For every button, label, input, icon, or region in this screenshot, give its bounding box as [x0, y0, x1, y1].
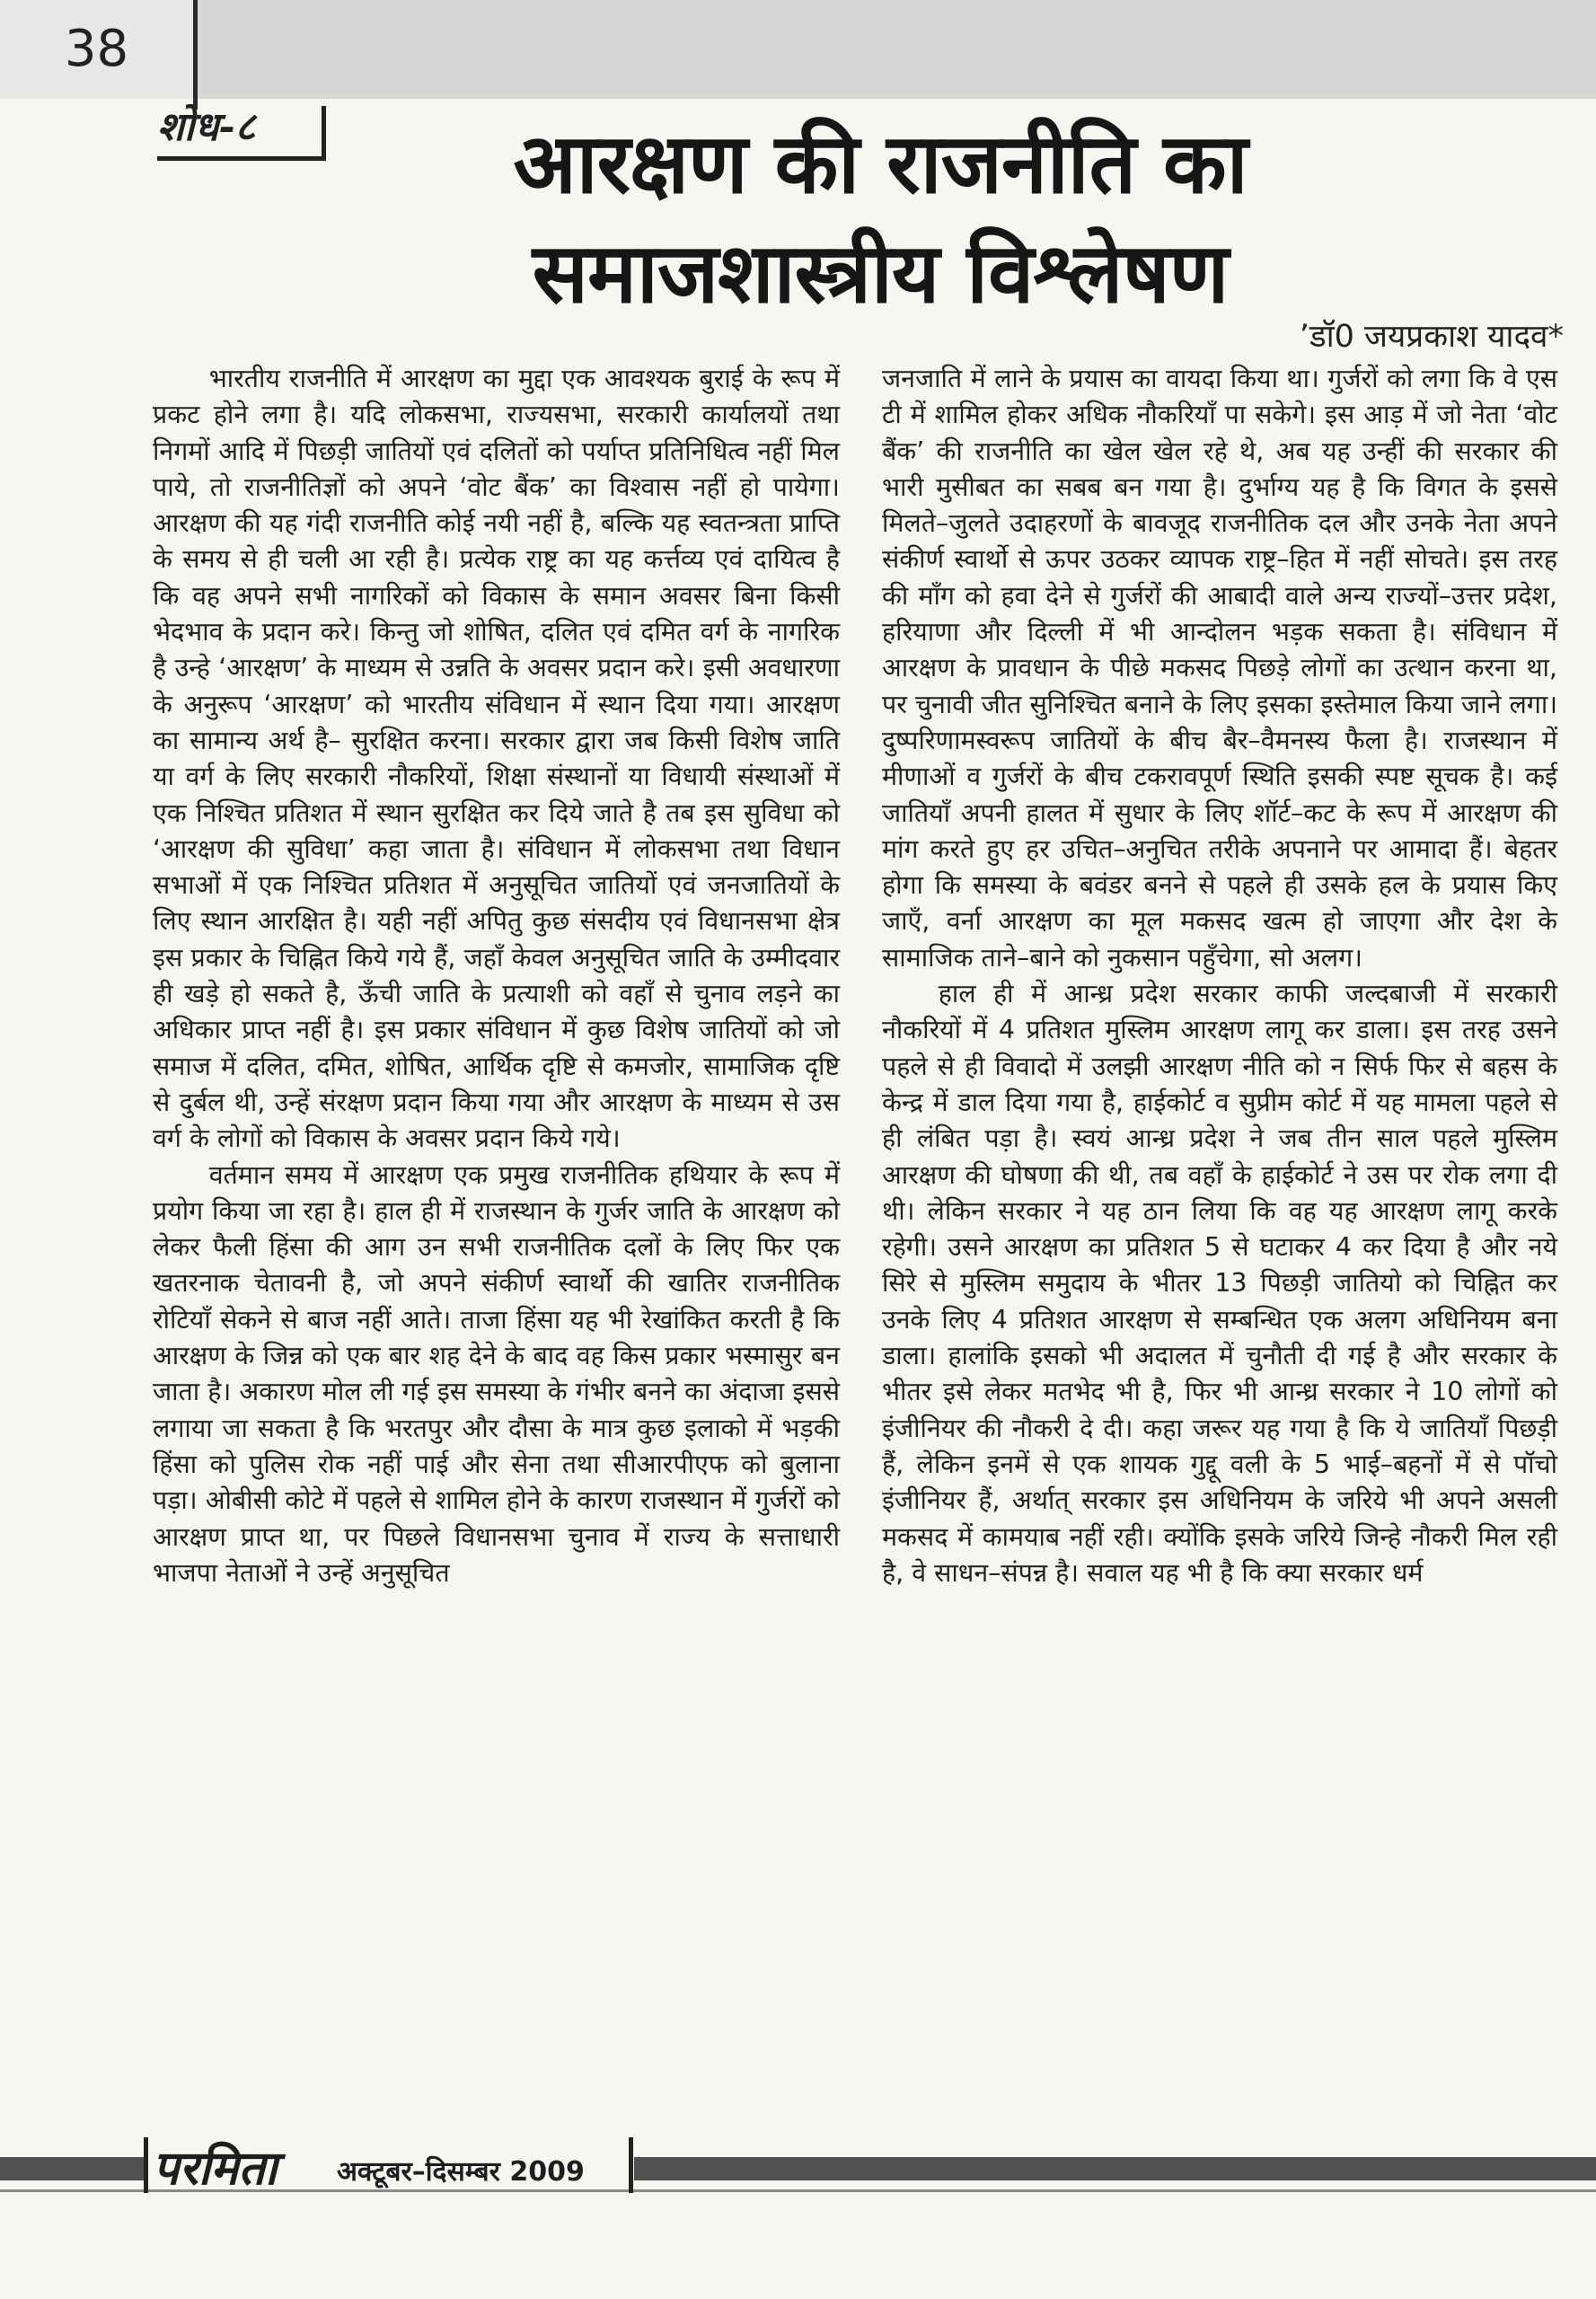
- section-tag-underline: [157, 156, 326, 161]
- article-title-line2: समाजशास्त्रीय विश्लेषण: [532, 225, 1229, 322]
- header-band: [0, 0, 1596, 99]
- footer-band-right: [634, 2157, 1596, 2180]
- article-title-line1: आरक्षण की राजनीति का: [513, 116, 1248, 212]
- footer-divider-right: [629, 2137, 633, 2193]
- footer-divider-left: [144, 2137, 148, 2193]
- paragraph: हाल ही में आन्ध्र प्रदेश सरकार काफी जल्दबाजी में सरकारी नौकरियों में 4 प्रतिशत मुस्लिम आरक्षण लागू कर डाला। इस तरह उसने पहले से ही विवादो में उलझी आरक्षण नीति को न सिर्फ फिर से बहस के केन्द्र में डाल दिया गया है, हाईकोर्ट व सुप्रीम कोर्ट में यह मामला पहले से ही लंबित पड़ा है। स्वयं आन्ध्र प्रदेश ने जब तीन साल पहले मुस्लिम आरक्षण की घोषणा की थी, तब वहाँ के हाईकोर्ट ने उस पर रोक लगा दी थी। लेकिन सरकार ने यह ठान लिया कि वह यह आरक्षण लागू करके रहेगी। उसने आरक्षण का प्रतिशत 5 से घटाकर 4 कर दिया है और नये सिरे से मुस्लिम समुदाय के भीतर 13 पिछड़ी जातियो को चिह्नित कर उनके लिए 4 प्रतिशत आरक्षण से सम्बन्धित एक अलग अधिनियम बना डाला। हालांकि इसको भी अदालत में चुनौती दी गई है और सरकार के भीतर इसे लेकर मतभेद भी है, फिर भी आन्ध्र सरकार ने 10 लोगों को इंजीनियर की नौकरी दे दी। कहा जरूर यह गया है कि ये जातियाँ पिछड़ी हैं, लेकिन इनमें से एक शायक गुद्दू वली के 5 भाई–बहनों में से पॉचो इंजीनियर हैं, अर्थात् सरकार इस अधिनियम के जरिये भी अपने असली मकसद में कामयाब नहीं रही। क्योंकि इसके जरिये जिन्हे नौकरी मिल रही है, वे साधन–संपन्न है। सवाल यह भी है कि क्या सरकार धर्म: [882, 979, 1557, 1588]
- author-byline: ’डॉ0 जयप्रकाश यादव*: [1299, 319, 1564, 355]
- footer: [0, 2137, 1596, 2209]
- paragraph: जनजाति में लाने के प्रयास का वायदा किया था। गुर्जरों को लगा कि वे एस टी में शामिल होकर अधिक नौकरियाँ पा सकेगे। इस आड़ में जो नेता ‘वोट बैंक’ की राजनीति का खेल खेल रहे थे, अब यह उन्हीं की सरकार की भारी मुसीबत का सबब बन गया है। दुर्भाग्य यह है कि विगत के इससे मिलते–जुलते उदाहरणों के बावजूद राजनीतिक दल और उनके नेता अपने संकीर्ण स्वार्थो से ऊपर उठकर व्यापक राष्ट्र–हित में नहीं सोचते। इस तरह की माँग को हवा देने से गुर्जरों की आबादी वाले अन्य राज्यों–उत्तर प्रदेश, हरियाणा और दिल्ली में भी आन्दोलन भड़क सकता है। संविधान में आरक्षण के प्रावधान के पीछे मकसद पिछड़े लोगों का उत्थान करना था, पर चुनावी जीत सुनिश्चित बनाने के लिए इसका इस्तेमाल किया जाने लगा। दुष्परिणामस्वरूप जातियों के बीच बैर–वैमनस्य फैला है। राजस्थान में मीणाओं व गुर्जरों के बीच टकरावपूर्ण स्थिति इसकी स्पष्ट सूचक है। कई जातियाँ अपनी हालत में सुधार के लिए शॉर्ट–कट के रूप में आरक्षण की मांग करते हुए हर उचित–अनुचित तरीके अपनाने पर आमादा हैं। बेहतर होगा कि समस्या के बवंडर बनने से पहले ही उसके हल के प्रयास किए जाएँ, वर्ना आरक्षण का मूल मकसद खत्म हो जाएगा और देश के सामाजिक ताने–बाने को नुकसान पहुँचेगा, सो अलग।: [882, 364, 1557, 973]
- right-column: [882, 361, 1557, 1591]
- section-tag: शोध-८: [157, 104, 256, 150]
- magazine-title: परमिता: [153, 2142, 278, 2196]
- paragraph: भारतीय राजनीति में आरक्षण का मुद्दा एक आवश्यक बुराई के रूप में प्रकट होने लगा है। यदि लोकसभा, राज्यसभा, सरकारी कार्यालयों तथा निगमों आदि में पिछड़ी जातियों एवं दलितों को पर्याप्त प्रतिनिधित्व नहीं मिल पाये, तो राजनीतिज्ञों को अपने ‘वोट बैंक’ का विश्वास नहीं हो पायेगा। आरक्षण की यह गंदी राजनीति कोई नयी नहीं है, बल्कि यह स्वतन्त्रता प्राप्ति के समय से ही चली आ रही है। प्रत्येक राष्ट्र का यह कर्त्तव्य एवं दायित्व है कि वह अपने सभी नागरिकों को विकास के समान अवसर बिना किसी भेदभाव के प्रदान करे। किन्तु जो शोषित, दलित एवं दमित वर्ग के नागरिक है उन्हे ‘आरक्षण’ के माध्यम से उन्नति के अवसर प्रदान करे। इसी अवधारणा के अनुरूप ‘आरक्षण’ को भारतीय संविधान में स्थान दिया गया। आरक्षण का सामान्य अर्थ है– सुरक्षित करना। सरकार द्वारा जब किसी विशेष जाति या वर्ग के लिए सरकारी नौकरियों, शिक्षा संस्थानों या विधायी संस्थाओं में एक निश्चित प्रतिशत में स्थान सुरक्षित कर दिये जाते है तब इस सुविधा को ‘आरक्षण की सुविधा’ कहा जाता है। संविधान में लोकसभा तथा विधान सभाओं में एक निश्चित प्रतिशत में अनुसूचित जातियों एवं जनजातियों के लिए स्थान आरक्षित है। यही नहीं अपितु कुछ संसदीय एवं विधानसभा क्षेत्र इस प्रकार के चिह्नित किये गये हैं, जहाँ केवल अनुसूचित जाति के उम्मीदवार ही खड़े हो सकते है, ऊँची जाति के प्रत्याशी को वहाँ से चुनाव लड़ने का अधिकार प्राप्त नहीं है। इस प्रकार संविधान में कुछ विशेष जातियों को जो समाज में दलित, दमित, शोषित, आर्थिक दृष्टि से कमजोर, सामाजिक दृष्टि से दुर्बल थी, उन्हें संरक्षण प्रदान किया गया और आरक्षण के माध्यम से उस वर्ग के लोगों को विकास के अवसर प्रदान किये गये।: [153, 364, 840, 1154]
- paragraph: वर्तमान समय में आरक्षण एक प्रमुख राजनीतिक हथियार के रूप में प्रयोग किया जा रहा है। हाल ही में राजस्थान के गुर्जर जाति के आरक्षण को लेकर फैली हिंसा की आग उन सभी राजनीतिक दलों के लिए फिर एक खतरनाक चेतावनी है, जो अपने संकीर्ण स्वार्थो की खातिर राजनीतिक रोटियाँ सेकने से बाज नहीं आते। ताजा हिंसा यह भी रेखांकित करती है कि आरक्षण के जिन्न को एक बार शह देने के बाद वह किस प्रकार भस्मासुर बन जाता है। अकारण मोल ली गई इस समस्या के गंभीर बनने का अंदाजा इससे लगाया जा सकता है कि भरतपुर और दौसा के मात्र कुछ इलाको में भड़की हिंसा को पुलिस रोक नहीं पाई और सेना तथा सीआरपीएफ को बुलाना पड़ा। ओबीसी कोटे में पहले से शामिल होने के कारण राजस्थान में गुर्जरों को आरक्षण प्राप्त था, पर पिछले विधानसभा चुनाव में राज्य के सत्ताधारी भाजपा नेताओं ने उन्हें अनुसूचित: [153, 1159, 840, 1588]
- issue-date: अक्टूबर–दिसम्बर 2009: [337, 2156, 585, 2188]
- footer-band-left: [0, 2157, 144, 2180]
- left-column: [153, 361, 840, 1591]
- header-divider: [193, 0, 198, 110]
- page-number: 38: [0, 0, 193, 99]
